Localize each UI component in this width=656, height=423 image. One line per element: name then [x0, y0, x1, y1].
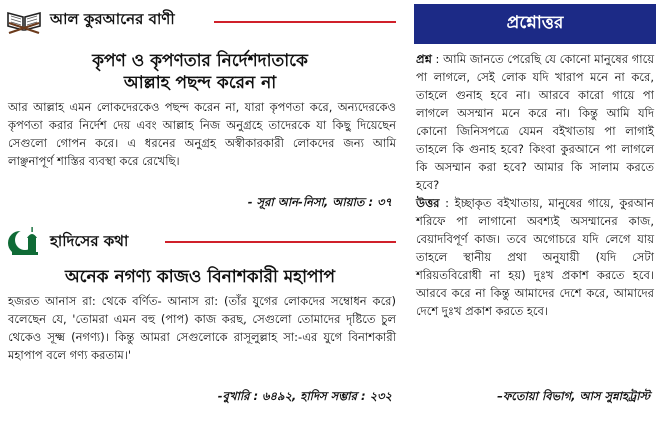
qa-banner — [414, 4, 656, 44]
quran-title-line1: কৃপণ ও কৃপণতার নির্দেশদাতাকে — [92, 51, 308, 71]
quran-section-header — [4, 4, 175, 36]
question-label: প্রশ্ন — [416, 52, 432, 66]
hadith-heading: হাদিসের কথা — [50, 231, 129, 250]
question-text: : আমি জানতে পেরেছি যে কোনো মানুষের গায়ে পা লাগলে, সেই লোক যদি খারাপ মনে না করে, তাহলে গুনাহ হবে না। আরবে কারো গায়ে পা লাগলে অসম্মান মনে করে না। কিন্তু আমি যদি কোনো জিনিসপত্রে যেমন বইখাতায় পা লাগাই তাহলে কি গুনাহ হবে? কিংবা কুরআনে পা লাগলে কি অসম্মান করা হবে? আমার কি সালাম করতে হবে? — [416, 52, 654, 192]
hadith-citation: -বুখারি : ৬৪৯২, হাদিস সম্ভার : ২৩২ — [217, 389, 392, 403]
qa-citation: –ফতোয়া বিভাগ, আস সুন্নাহট্রাস্ট — [497, 389, 650, 403]
open-quran-book-icon — [4, 4, 44, 36]
quran-title-line2: আল্লাহ পছন্দ করেন না — [123, 73, 277, 93]
crescent-mosque-icon — [4, 226, 44, 258]
quran-heading: আল কুরআনের বাণী — [50, 9, 175, 28]
hadith-header-rule — [165, 241, 396, 243]
quran-title — [0, 50, 400, 94]
quran-text: আর আল্লাহ এমন লোকদেরকেও পছন্দ করেন না, যারা কৃপণতা করে, অন্যদেরকেও কৃপণতা করার নির্দেশ দেয় এবং আল্লাহ নিজ অনুগ্রহে তাদেরকে যা কিছু দিয়েছেন সেগুলো গোপন করে। এ ধরনের অনুগ্রহ অস্বীকারকারী লোকদের জন্য আমি লাঞ্ছনাপূর্ণ শাস্তির ব্যবস্থা করে রেখেছি। — [8, 100, 396, 168]
answer-label: উত্তর — [416, 196, 440, 210]
right-column — [414, 0, 656, 423]
answer-text: : ইচ্ছাকৃত বইখাতায়, মানুষের গায়ে, কুরআন শরিফে পা লাগানো অবশ্যই অসম্মানের কাজ, বেয়াদবিপূর্ণ কাজ। তবে অগোচরে যদি লেগে যায় তাহলে স্থানীয় প্রথা অনুযায়ী (যদি সেটা শরিয়তবিরোধী না হয়) দুঃখ প্রকাশ করতে হবে। আরবে করে না কিন্তু আমাদের দেশে করে, আমাদের দেশে দুঃখ প্রকাশ করতে হবে। — [416, 196, 654, 318]
quran-header-rule — [214, 21, 396, 23]
qa-banner-title: প্রশ্নোত্তর — [506, 13, 564, 33]
hadith-text: হজরত আনাস রা: থেকে বর্ণিত- আনাস রা: (তাঁর যুগের লোকদের সম্বোধন করে) বলেছেন যে, 'তোমরা এমন বহু (পাপ) কাজ করছ, সেগুলো তোমাদের দৃষ্টিতে চুল থেকেও সূক্ষ্ম (নগণ্য)। কিন্তু আমরা সেগুলোকে রাসূলুল্লাহ সা:-এর যুগে বিনাশকারী মহাপাপ বলে গণ্য করতাম।' — [8, 294, 396, 362]
quran-citation: - সূরা আন-নিসা, আয়াত : ৩৭ — [247, 195, 392, 209]
hadith-title: অনেক নগণ্য কাজও বিনাশকারী মহাপাপ — [64, 267, 336, 287]
hadith-section-header — [4, 226, 128, 258]
qa-body — [416, 50, 654, 320]
